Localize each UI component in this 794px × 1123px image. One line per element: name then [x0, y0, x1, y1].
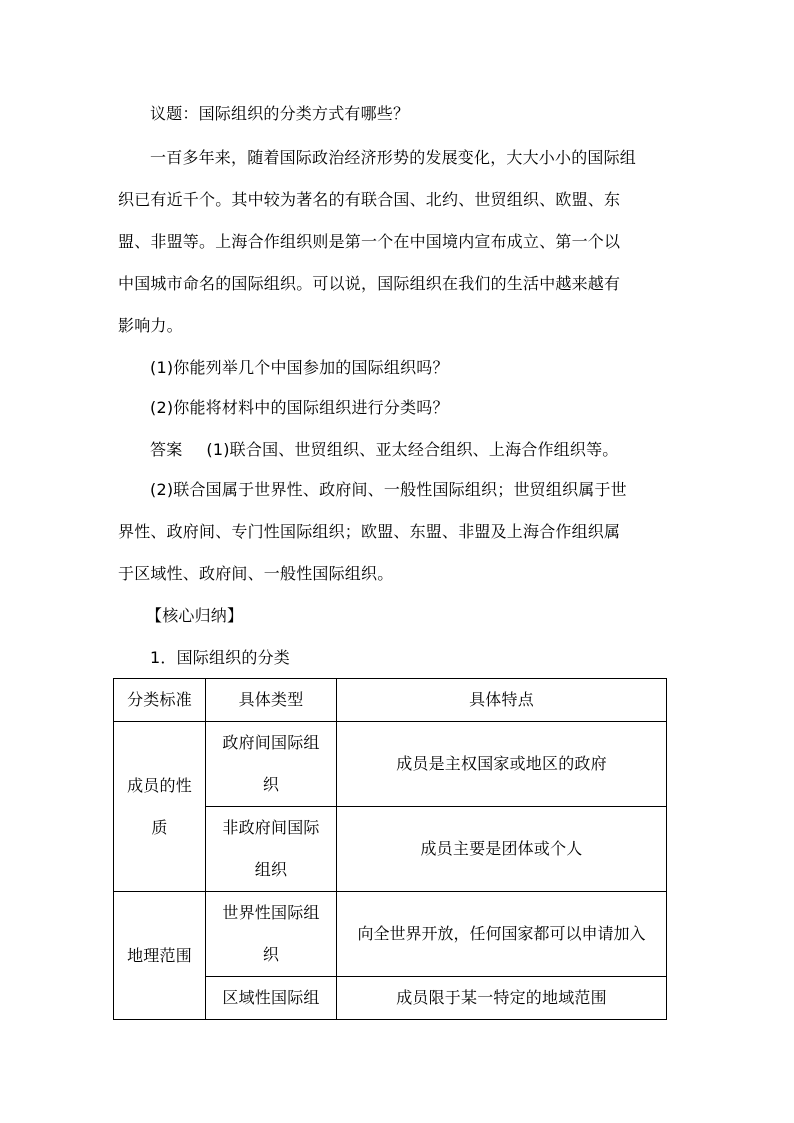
- type-cell: [206, 807, 337, 892]
- type-line: 组织: [254, 860, 288, 879]
- classification-table: [113, 678, 667, 1020]
- standard-line: 地理范围: [127, 945, 192, 965]
- answer-label: 答案: [150, 440, 183, 459]
- table-row: [114, 722, 667, 807]
- standard-cell: [114, 892, 206, 1020]
- type-line: 非政府间国际: [222, 818, 320, 837]
- type-cell: [206, 722, 337, 807]
- header-standard: 分类标准: [114, 679, 206, 722]
- topic-question: 议题：国际组织的分类方式有哪些？: [150, 104, 410, 123]
- question-2: (2)你能将材料中的国际组织进行分类吗？: [150, 398, 449, 417]
- answer-part2-line-1: (2)联合国属于世界性、政府间、一般性国际组织；世贸组织属于世: [150, 480, 627, 499]
- header-type: 具体类型: [206, 679, 337, 722]
- table-header-row: [114, 679, 667, 722]
- type-line: 织: [262, 945, 280, 964]
- type-line: 世界性国际组: [222, 903, 320, 922]
- answer-part-1: (1)联合国、世贸组织、亚太经合组织、上海合作组织等。: [206, 440, 619, 459]
- material-line-5: 影响力。: [118, 316, 183, 335]
- feature-cell: 向全世界开放，任何国家都可以申请加入: [337, 892, 667, 977]
- section-heading: 【核心归纳】: [146, 606, 244, 625]
- type-line: 织: [262, 775, 280, 794]
- standard-line: 成员的性: [127, 775, 192, 795]
- answer-part2-line-2: 界性、政府间、专门性国际组织；欧盟、东盟、非盟及上海合作组织属: [118, 522, 621, 541]
- subheading: 1．国际组织的分类: [150, 648, 290, 667]
- feature-cell: 成员是主权国家或地区的政府: [337, 722, 667, 807]
- standard-line: 质: [151, 817, 168, 837]
- table-row: [114, 892, 667, 977]
- type-line: 区域性国际组: [222, 988, 320, 1007]
- material-line-2: 织已有近千个。其中较为著名的有联合国、北约、世贸组织、欧盟、东: [118, 190, 621, 209]
- type-cell: [206, 892, 337, 977]
- material-line-3: 盟、非盟等。上海合作组织则是第一个在中国境内宣布成立、第一个以: [118, 232, 621, 251]
- standard-cell: [114, 722, 206, 892]
- answer-line-1: [150, 442, 618, 458]
- header-feature: 具体特点: [337, 679, 667, 722]
- type-line: 政府间国际组: [222, 733, 320, 752]
- material-line-1: 一百多年来，随着国际政治经济形势的发展变化，大大小小的国际组: [150, 148, 637, 167]
- type-cell: [206, 977, 337, 1020]
- material-line-4: 中国城市命名的国际组织。可以说，国际组织在我们的生活中越来越有: [118, 274, 621, 293]
- feature-cell: 成员限于某一特定的地域范围: [337, 977, 667, 1020]
- feature-cell: 成员主要是团体或个人: [337, 807, 667, 892]
- question-1: (1)你能列举几个中国参加的国际组织吗？: [150, 358, 449, 377]
- answer-part2-line-3: 于区域性、政府间、一般性国际组织。: [118, 564, 394, 583]
